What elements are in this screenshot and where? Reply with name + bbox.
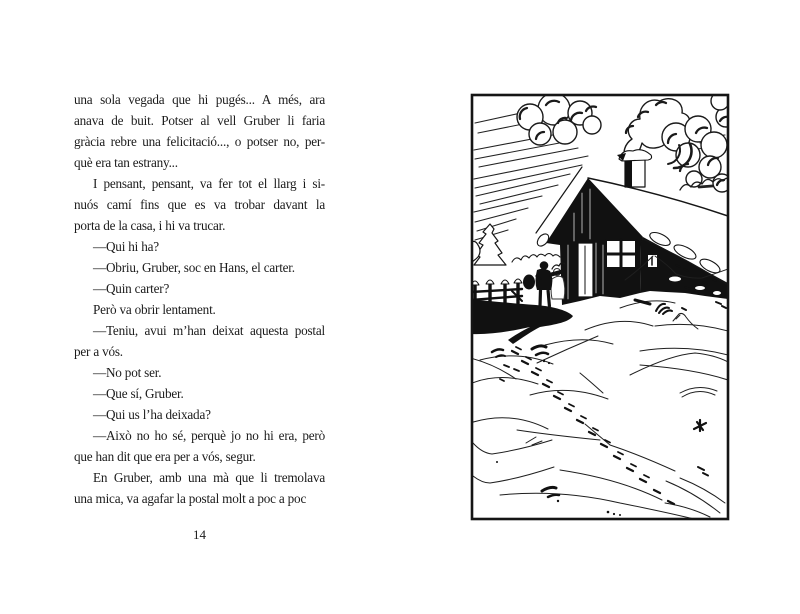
snowy-trees	[470, 224, 565, 269]
text-line: —Qui hi ha?	[93, 239, 159, 254]
page-number: 14	[193, 527, 206, 542]
text-lines	[74, 89, 325, 509]
text-line: què era tan estrany...	[74, 155, 178, 170]
text-line: —Que sí, Gruber.	[93, 386, 184, 401]
text-line: —Qui us l’ha deixada?	[93, 407, 211, 422]
text-line: En Gruber, amb una mà que li tremolava	[93, 470, 325, 485]
text-line: —Teniu, avui m’han deixat aquesta postal	[93, 323, 325, 338]
text-line: porta de la casa, i hi va trucar.	[74, 218, 226, 233]
text-line: una sola vegada que hi pugés... A més, ara	[74, 92, 325, 107]
text-line: per a vós.	[74, 344, 123, 359]
snow-cottage-illustration	[470, 93, 730, 521]
dark-snowbank	[470, 299, 573, 344]
text-line: anava de buit. Potser al vell Gruber li faria	[74, 113, 325, 128]
text-line: gràcia rebre una felicitació..., o potser no, per-	[74, 134, 325, 149]
text-line: una mica, va agafar la postal molt a poc a poc	[74, 491, 307, 506]
text-line: nuós camí fins que es va trobar davant la	[74, 197, 325, 212]
text-line: —Obriu, Gruber, soc en Hans, el carter.	[93, 260, 295, 275]
text-line: —Això no ho sé, perquè jo no hi era, però	[93, 428, 325, 443]
clouds-and-smoke	[517, 93, 730, 192]
front-window	[606, 240, 636, 268]
text-line: —Quin carter?	[93, 281, 170, 296]
text-line: que han dit que era per a vós, segur.	[74, 449, 256, 464]
text-line: Però va obrir lentament.	[93, 302, 216, 317]
text-line: —No pot ser.	[93, 365, 162, 380]
text-line: I pensant, pensant, va fer tot el llarg i si-	[93, 176, 325, 191]
chimney	[617, 150, 652, 187]
mailbag	[523, 275, 535, 290]
